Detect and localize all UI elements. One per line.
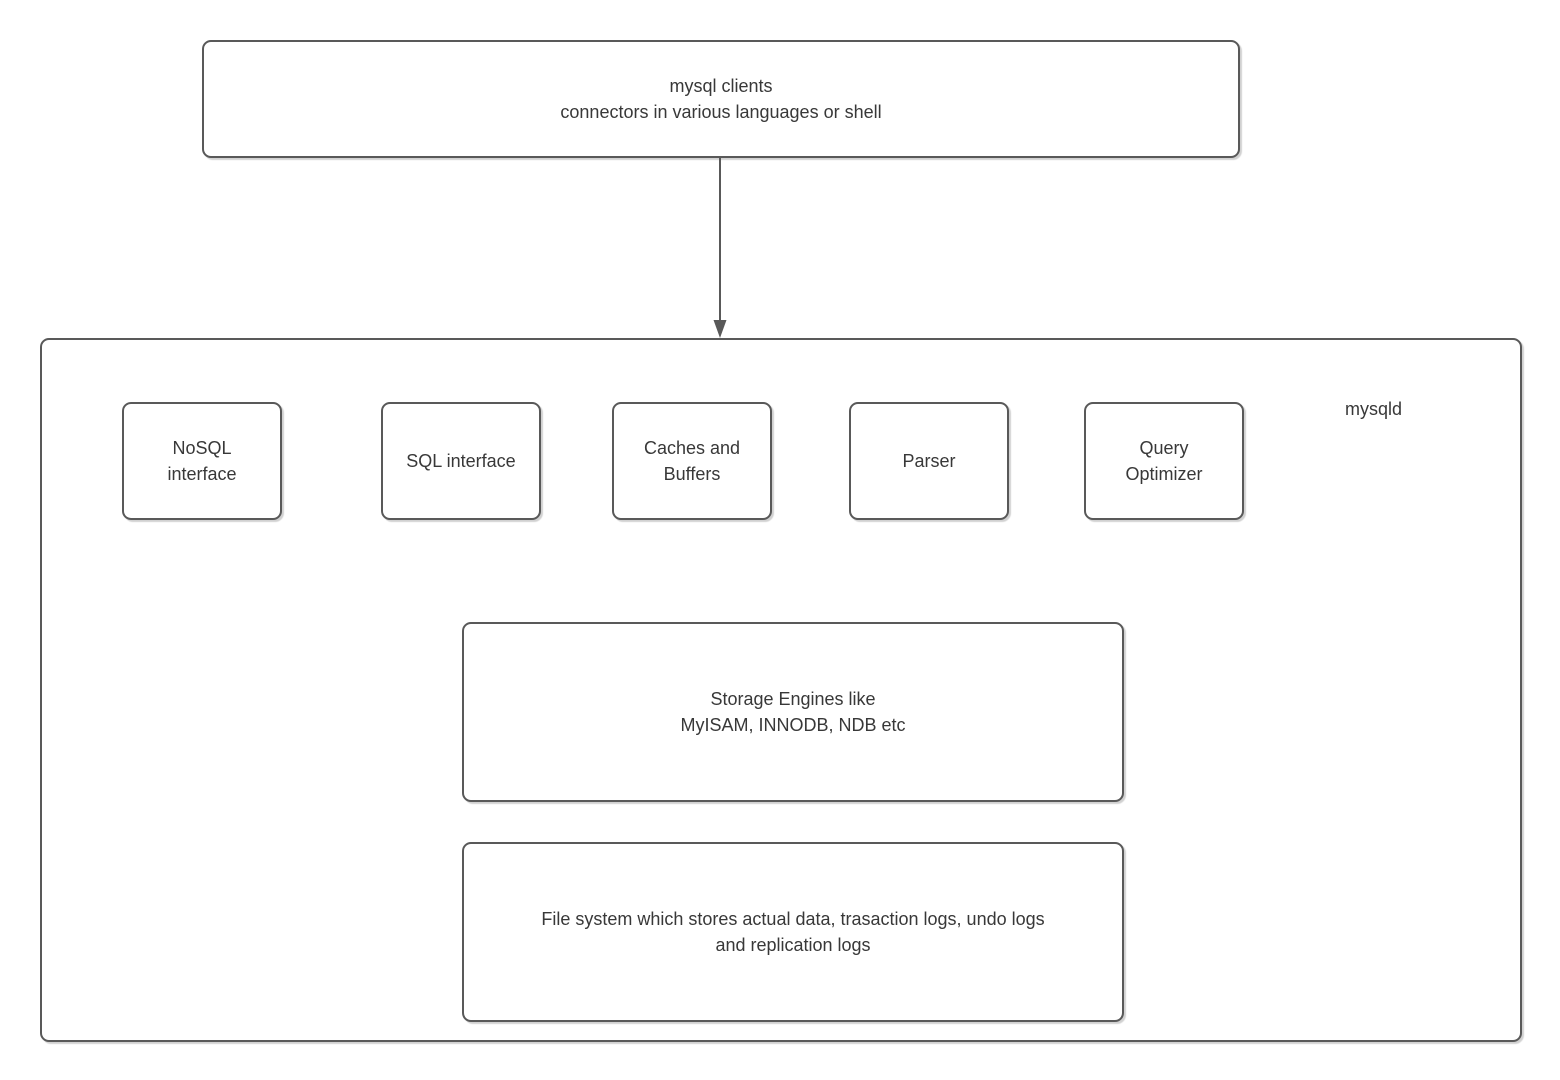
caches-and-buffers-line1: Caches and <box>643 438 741 458</box>
parser-box <box>849 402 1009 520</box>
mysqld-label: mysqld <box>1344 399 1402 419</box>
query-optimizer-box <box>1084 402 1244 520</box>
mysql-clients-line1: mysql clients <box>669 76 773 96</box>
caches-and-buffers-box <box>612 402 772 520</box>
nosql-interface-line1: NoSQL <box>172 438 232 458</box>
arrow-down-icon <box>711 157 729 339</box>
sql-interface-box <box>381 402 541 520</box>
mysql-clients-box <box>202 40 1240 158</box>
file-system-line2: and replication logs <box>715 935 871 955</box>
file-system-line1: File system which stores actual data, trasaction logs, undo logs <box>541 909 1045 929</box>
storage-engines-line1: Storage Engines like <box>710 689 876 709</box>
sql-interface-line1: SQL interface <box>406 451 516 471</box>
nosql-interface-line2: interface <box>167 464 237 484</box>
storage-engines-line2: MyISAM, INNODB, NDB etc <box>680 715 906 735</box>
caches-and-buffers-line2: Buffers <box>663 464 721 484</box>
storage-engines-box <box>462 622 1124 802</box>
query-optimizer-line1: Query <box>1139 438 1189 458</box>
query-optimizer-line2: Optimizer <box>1125 464 1203 484</box>
parser-line1: Parser <box>902 451 956 471</box>
mysql-clients-line2: connectors in various languages or shell <box>560 102 882 122</box>
nosql-interface-box <box>122 402 282 520</box>
file-system-box <box>462 842 1124 1022</box>
mysqld-container-box <box>40 338 1522 1042</box>
